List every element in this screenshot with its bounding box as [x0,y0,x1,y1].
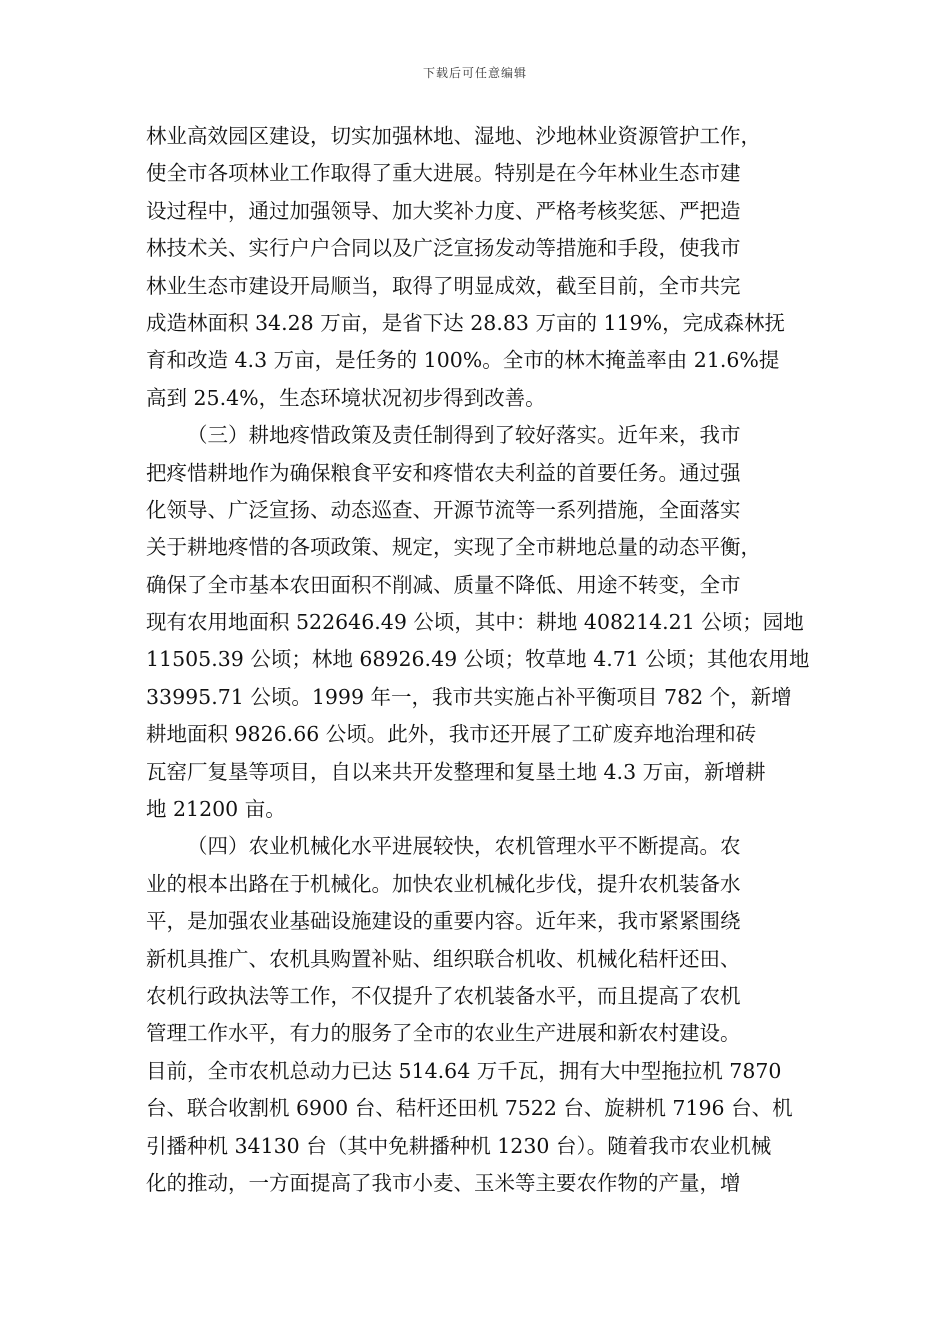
text-line: 高到 25.4%，生态环境状况初步得到改善。 [146,385,546,410]
text-line: 林业生态市建设开局顺当，取得了明显成效，截至目前，全市共完 [146,273,741,298]
text-line: 育和改造 4.3 万亩，是任务的 100%。全市的林木掩盖率由 21.6%提 [146,348,780,373]
text-line: 林技术关、实行户户合同以及广泛宣扬发动等措施和手段，使我市 [146,236,741,261]
text-line: 把疼惜耕地作为确保粮食平安和疼惜农夫利益的首要任务。通过强 [146,460,741,485]
text-line: 平，是加强农业基础设施建设的重要内容。近年来，我市紧紧围绕 [146,909,741,934]
text-line: 成造林面积 34.28 万亩，是省下达 28.83 万亩的 119%，完成森林抚 [146,310,786,335]
text-line: 业的根本出路在于机械化。加快农业机械化步伐，提升农机装备水 [146,871,741,896]
text-line: 地 21200 亩。 [146,797,286,822]
text-line: 农机行政执法等工作，不仅提升了农机装备水平，而且提高了农机 [146,983,741,1008]
text-line: 林业高效园区建设，切实加强林地、湿地、沙地林业资源管护工作， [146,124,761,148]
text-line: 化的推动，一方面提高了我市小麦、玉米等主要农作物的产量，增 [146,1170,741,1195]
text-line: 使全市各项林业工作取得了重大进展。特别是在今年林业生态市建 [146,161,741,186]
text-line: 目前，全市农机总动力已达 514.64 万千瓦，拥有大中型拖拉机 7870 [146,1058,782,1083]
text-line: 关于耕地疼惜的各项政策、规定，实现了全市耕地总量的动态平衡， [146,535,761,560]
text-line: 现有农用地面积 522646.49 公顷，其中：耕地 408214.21 公顷；园地 [146,610,804,635]
text-line: 33995.71 公顷。1999 年一，我市共实施占补平衡项目 782 个，新增 [146,684,792,709]
text-line: 台、联合收割机 6900 台、秸杆还田机 7522 台、旋耕机 7196 台、机 [146,1096,793,1121]
text-line: 确保了全市基本农田面积不削减、质量不降低、用途不转变，全市 [146,572,741,597]
text-line: 化领导、广泛宣扬、动态巡查、开源节流等一系列措施，全面落实 [146,497,741,522]
text-line: （四）农业机械化水平进展较快，农机管理水平不断提高。农 [187,834,741,859]
page-header: 下载后可任意编辑 [422,66,527,80]
document-body [146,118,808,1202]
text-line: 11505.39 公顷；林地 68926.49 公顷；牧草地 4.71 公顷；其他农用地 [146,647,810,672]
text-line: 新机具推广、农机具购置补贴、组织联合机收、机械化秸杆还田、 [146,946,741,971]
text-line: 耕地面积 9826.66 公顷。此外，我市还开展了工矿废弃地治理和砖 [146,722,757,747]
text-line: （三）耕地疼惜政策及责任制得到了较好落实。近年来，我市 [187,423,741,448]
text-line: 引播种机 34130 台（其中免耕播种机 1230 台）。随着我市农业机械 [146,1133,772,1158]
text-line: 设过程中，通过加强领导、加大奖补力度、严格考核奖惩、严把造 [146,198,741,223]
text-line: 瓦窑厂复垦等项目，自以来共开发整理和复垦土地 4.3 万亩，新增耕 [146,759,766,784]
text-line: 管理工作水平，有力的服务了全市的农业生产进展和新农村建设。 [146,1021,741,1046]
